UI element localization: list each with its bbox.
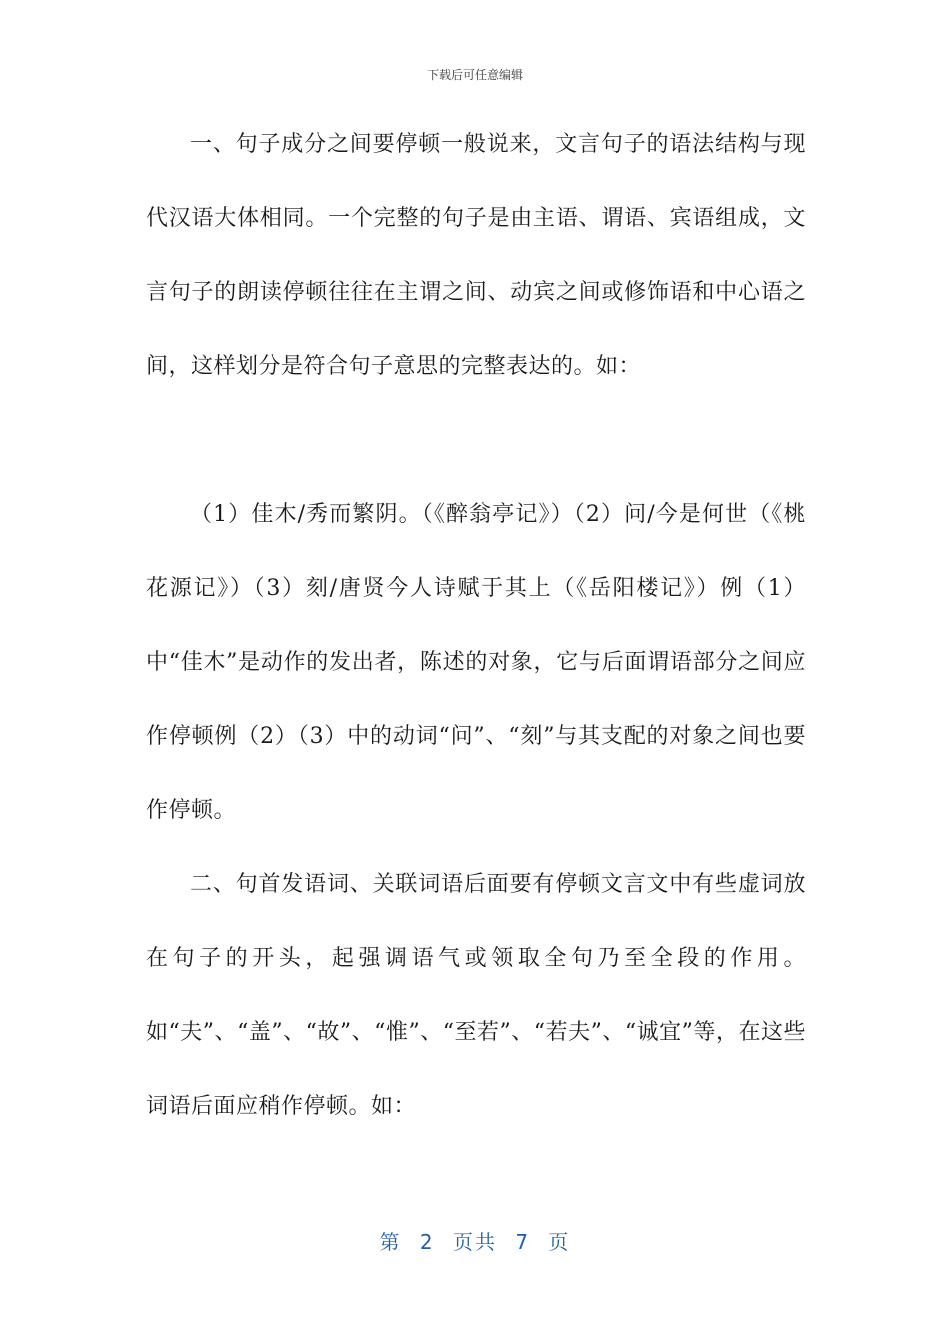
page-header: 下载后可任意编辑 xyxy=(426,68,523,82)
paragraph-1: 一、句子成分之间要停顿一般说来，文言句子的语法结构与现代汉语大体相同。一个完整的句子是由主语、谓语、宾语组成，文言句子的朗读停顿往往在主谓之间、动宾之间或修饰语和中心语之间，这样划分是符合句子意思的完整表达的。如： xyxy=(146,132,806,379)
document-body xyxy=(146,108,806,1144)
paragraph-2: （1）佳木/秀而繁阴。（《醉翁亭记》）（2）问/今是何世（《桃花源记》）（3）刻/唐贤今人诗赋于其上（《岳阳楼记》）例（1）中“佳木”是动作的发出者，陈述的对象，它与后面谓语部分之间应作停顿例（2）（3）中的动词“问”、“刻”与其支配的对象之间也要作停顿。 xyxy=(146,502,807,823)
paragraph-3: 二、句首发语词、关联词语后面要有停顿文言文中有些虚词放在句子的开头，起强调语气或领取全句乃至全段的作用。如“夫”、“盖”、“故”、“惟”、“至若”、“若夫”、“诚宜”等，在这些词语后面应稍作停顿。如： xyxy=(146,872,806,1119)
page-footer: 第 2 页共 7 页 xyxy=(379,1230,571,1254)
